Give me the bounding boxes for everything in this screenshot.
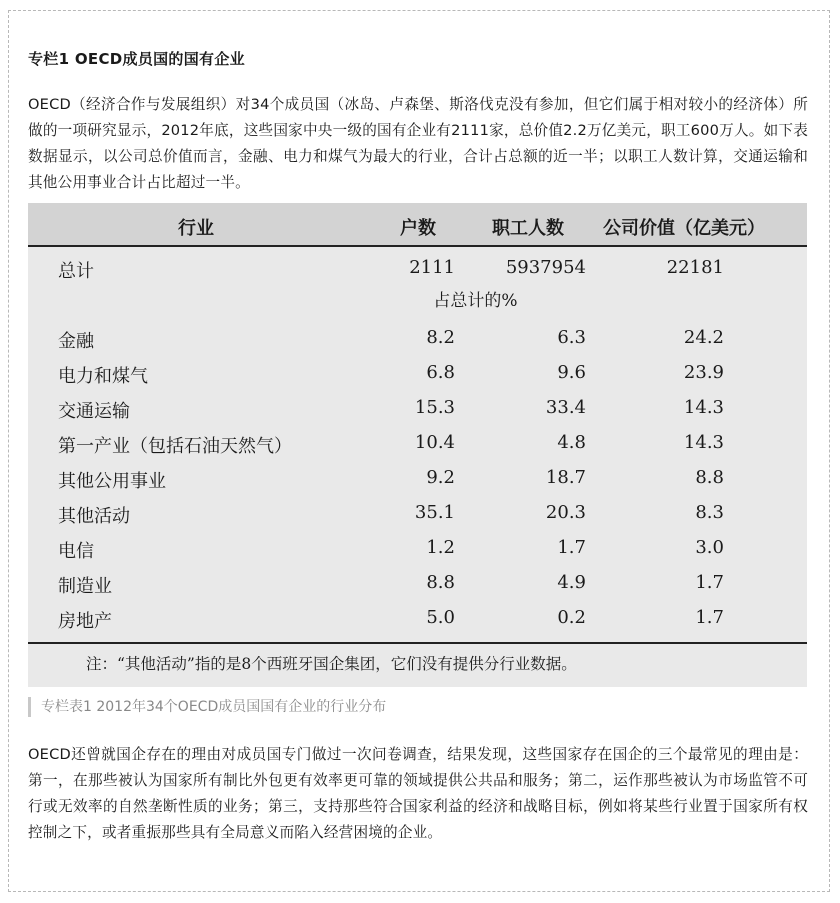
row-value: 8.8	[695, 467, 724, 488]
header-industry: 行业	[178, 218, 214, 239]
row-count: 1.2	[426, 537, 455, 558]
row-count: 8.2	[426, 327, 455, 348]
industry-table	[28, 203, 807, 687]
table-row	[28, 467, 807, 497]
row-industry: 房地产	[58, 611, 112, 632]
table-row	[28, 572, 807, 602]
table-row	[28, 607, 807, 637]
row-count: 5.0	[426, 607, 455, 628]
row-industry: 金融	[58, 331, 94, 352]
row-value: 23.9	[683, 362, 724, 383]
row-employees: 20.3	[545, 502, 586, 523]
table-header-row	[28, 203, 807, 247]
row-value: 3.0	[695, 537, 724, 558]
row-value: 24.2	[683, 327, 724, 348]
table-row	[28, 327, 807, 357]
row-industry: 其他公用事业	[58, 471, 166, 492]
row-industry: 制造业	[58, 576, 112, 597]
table-bottom-rule	[28, 642, 807, 644]
table-note: 注：“其他活动”指的是8个西班牙国企集团，它们没有提供分行业数据。	[86, 655, 577, 673]
intro-paragraph: OECD（经济合作与发展组织）对34个成员国（冰岛、卢森堡、斯洛伐克没有参加，但它们属于相对较小的经济体）所做的一项研究显示，2012年底，这些国家中央一级的国有企业有2111家，总价值2.2万亿美元，职工600万人。如下表数据显示，以公司总价值而言，金融、电力和煤气为最大的行业，合计占总额的近一半；以职工人数计算，交通运输和其他公用事业合计占比超过一半。	[28, 96, 808, 191]
row-employees: 4.9	[557, 572, 586, 593]
total-count: 2111	[409, 257, 455, 278]
row-value: 14.3	[683, 397, 724, 418]
row-employees: 1.7	[557, 537, 586, 558]
row-employees: 6.3	[557, 327, 586, 348]
header-count: 户数	[400, 218, 436, 239]
row-employees: 33.4	[545, 397, 586, 418]
total-value: 22181	[666, 257, 724, 278]
row-industry: 电力和煤气	[58, 366, 148, 387]
table-row	[28, 502, 807, 532]
total-employees: 5937954	[505, 257, 586, 278]
row-count: 8.8	[426, 572, 455, 593]
row-industry: 其他活动	[58, 506, 130, 527]
row-count: 9.2	[426, 467, 455, 488]
row-industry: 交通运输	[58, 401, 130, 422]
row-value: 1.7	[695, 572, 724, 593]
table-row	[28, 397, 807, 427]
row-count: 6.8	[426, 362, 455, 383]
row-value: 8.3	[695, 502, 724, 523]
row-employees: 4.8	[557, 432, 586, 453]
table-row	[28, 537, 807, 567]
total-label: 总计	[58, 261, 94, 282]
table-row	[28, 432, 807, 462]
header-employees: 职工人数	[492, 218, 564, 239]
row-value: 1.7	[695, 607, 724, 628]
table-caption: 专栏表1 2012年34个OECD成员国国有企业的行业分布	[28, 697, 386, 717]
closing-paragraph: OECD还曾就国企存在的理由对成员国专门做过一次问卷调查，结果发现，这些国家存在国企的三个最常见的理由是：第一，在那些被认为国家所有制比外包更有效率更可靠的领域提供公共品和服务；第二，运作那些被认为市场监管不可行或无效率的自然垄断性质的业务；第三，支持那些符合国家利益的经济和战略目标，例如将某些行业置于国家所有权控制之下，或者重振那些具有全局意义而陷入经营困境的企业。	[28, 746, 808, 841]
row-employees: 9.6	[557, 362, 586, 383]
row-value: 14.3	[683, 432, 724, 453]
row-count: 15.3	[414, 397, 455, 418]
total-row	[28, 257, 807, 287]
percent-subheading: 占总计的%	[433, 291, 518, 311]
row-industry: 电信	[58, 541, 94, 562]
table-row	[28, 362, 807, 392]
row-employees: 18.7	[545, 467, 586, 488]
section-heading: 专栏1 OECD成员国的国有企业	[28, 50, 245, 68]
row-employees: 0.2	[557, 607, 586, 628]
row-count: 10.4	[414, 432, 455, 453]
header-value: 公司价值（亿美元）	[603, 218, 765, 239]
row-industry: 第一产业（包括石油天然气）	[58, 436, 292, 457]
row-count: 35.1	[414, 502, 455, 523]
